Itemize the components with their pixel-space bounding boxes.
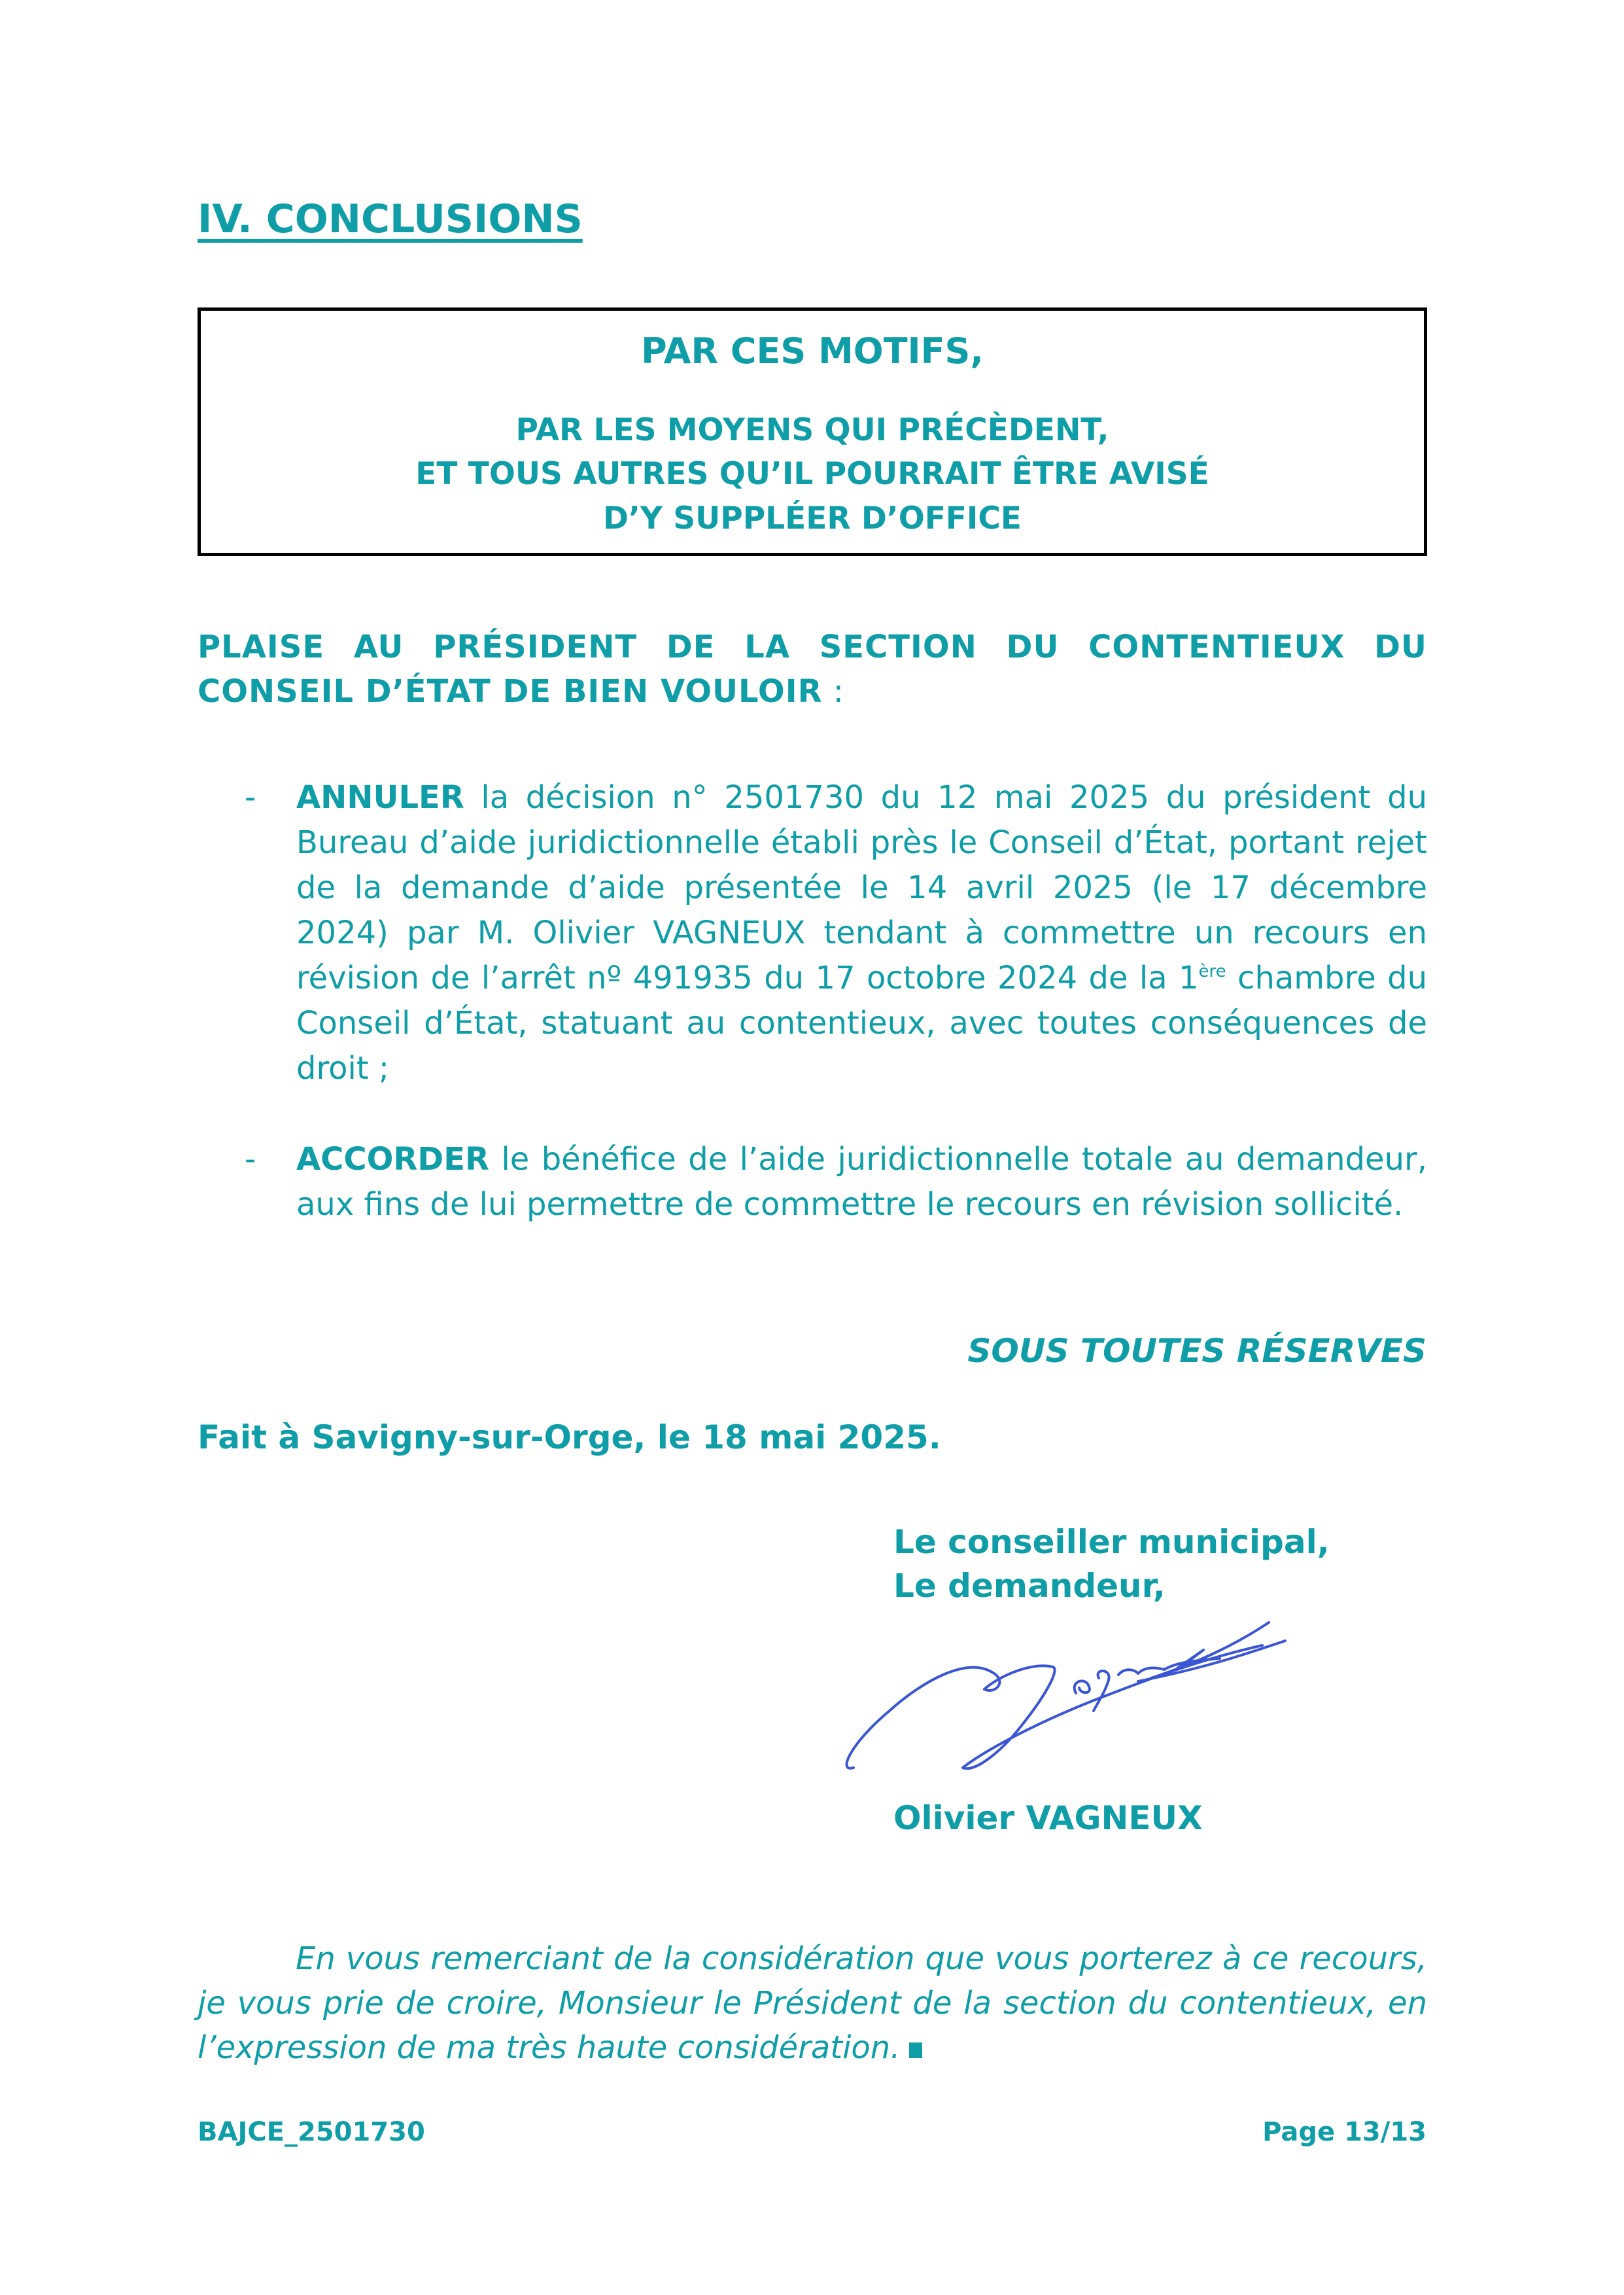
request-verb: ANNULER — [296, 779, 464, 816]
request-verb: ACCORDER — [296, 1141, 489, 1178]
section-title: IV. CONCLUSIONS — [198, 196, 583, 242]
request-body-cont: chambre du Conseil d’État, statuant au contentieux, avec toutes conséquences de droit ; — [296, 960, 1427, 1087]
footer-reference: BAJCE_2501730 — [198, 2117, 425, 2147]
signer-name: Olivier VAGNEUX — [893, 1799, 1203, 1837]
request-text — [296, 775, 1427, 1091]
request-text — [296, 1137, 1427, 1227]
plaise-paragraph — [198, 625, 1427, 714]
closing-text: En vous remerciant de la considération que vous porterez à ce recours, je vous prie de croire, Monsieur le Président de la section du contentieux, en l’expression de ma très haute considération. — [198, 1940, 1427, 2066]
motifs-title: PAR CES MOTIFS, — [641, 330, 984, 372]
request-item-annuler — [198, 775, 1427, 1091]
reserves-mention: SOUS TOUTES RÉSERVES — [967, 1332, 1426, 1370]
request-item-accorder — [198, 1137, 1427, 1227]
motifs-line: PAR LES MOYENS QUI PRÉCÈDENT, — [515, 412, 1109, 448]
signer-role: Le demandeur, — [893, 1567, 1166, 1605]
superscript: ère — [1198, 962, 1226, 981]
signer-role: Le conseiller municipal, — [893, 1523, 1330, 1561]
handwritten-signature — [811, 1596, 1295, 1793]
end-square-icon — [909, 2042, 922, 2058]
closing-formula — [198, 1936, 1427, 2070]
request-body: la décision n° 2501730 du 12 mai 2025 du président du Bureau d’aide juridictionnelle établi près le Conseil d’État, portant rejet de la demande d’aide présentée le 14 avril 2025 (le 17 décembre 2024) par M. Olivier VAGNEUX tendant à commettre un recours en révision de l’arrêt nº 491935 du 17 octobre 2024 de la 1 — [296, 779, 1427, 996]
list-dash: - — [245, 779, 256, 816]
motifs-line: D’Y SUPPLÉER D’OFFICE — [602, 500, 1022, 536]
motifs-line: ET TOUS AUTRES QU’IL POURRAIT ÊTRE AVISÉ — [415, 456, 1209, 492]
motifs-box — [198, 307, 1427, 556]
plaise-text: PLAISE AU PRÉSIDENT DE LA SECTION DU CONTENTIEUX DU CONSEIL D’ÉTAT DE BIEN VOULOIR — [198, 629, 1427, 710]
request-body: le bénéfice de l’aide juridictionnelle totale au demandeur, aux fins de lui permettre de commettre le recours en révision sollicité. — [296, 1141, 1427, 1223]
plaise-colon: : — [822, 673, 844, 710]
footer-page-number: Page 13/13 — [1262, 2117, 1426, 2147]
place-date: Fait à Savigny-sur-Orge, le 18 mai 2025. — [198, 1418, 941, 1456]
list-dash: - — [245, 1141, 256, 1178]
